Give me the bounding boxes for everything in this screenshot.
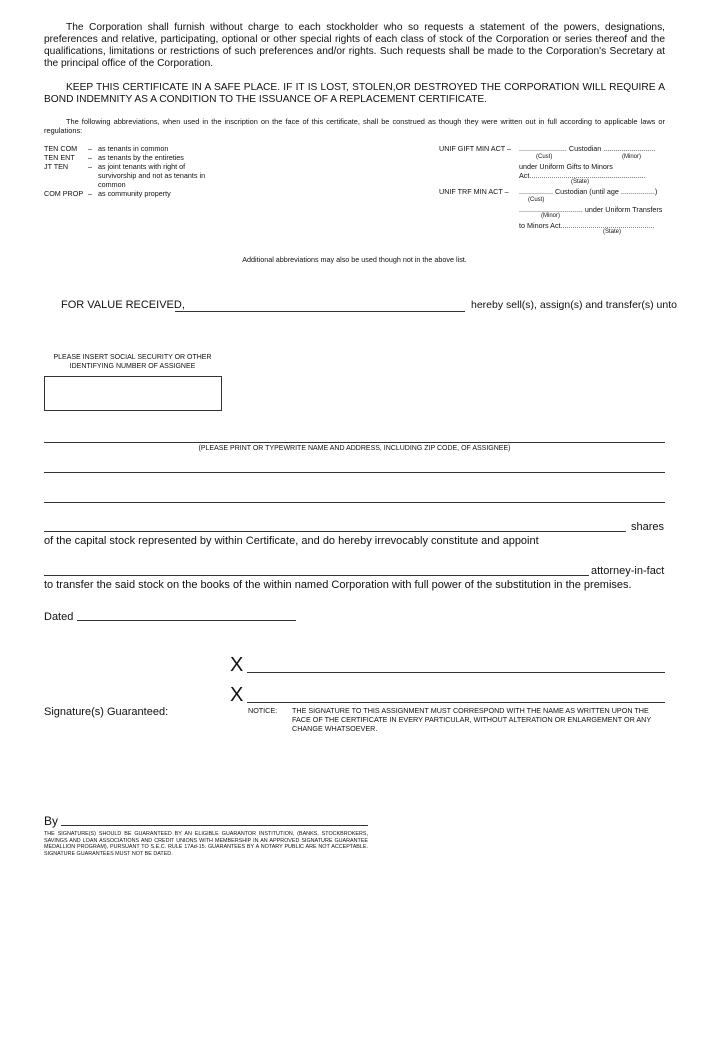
abbr-jt-ten	[44, 162, 213, 189]
abbreviations-left	[44, 144, 213, 198]
assignee-address-line-2[interactable]	[44, 502, 665, 503]
abbr-trf-line3: to Minors Act...............................................	[519, 221, 655, 230]
abbr-value: as joint tenants with right of survivorship and not as tenants in common	[98, 162, 206, 189]
abbr-dash: –	[88, 144, 92, 153]
guarantee-requirement-note: THE SIGNATURE(S) SHOULD BE GUARANTEED BY AN ELIGIBLE GUARANTOR INSTITUTION, (BANKS, STOCKBROKERS, SAVINGS AND LOAN ASSOCIATIONS AND CREDIT UNIONS WITH MEMBERSHIP IN AN APPROVED SIGNATURE GUARANTEE MEDALLION PROGRAM), PURSUANT TO S.E.C. RULE 17Ad-15. GUARANTEES BY A NOTARY PUBLIC ARE NOT ACCEPTABLE. SIGNATURE GUARANTEES MUST NOT BE DATED.	[44, 831, 368, 857]
abbr-trf-cust: (Cust)	[528, 197, 545, 203]
abbr-value: as tenants by the entireties	[98, 153, 184, 162]
abbr-com-prop	[44, 189, 213, 198]
signature-x-mark-1: X	[230, 654, 244, 676]
shares-count-line[interactable]	[44, 531, 626, 532]
intro-paragraph-abbreviations: The following abbreviations, when used in the inscription on the face of this certificate, shall be construed as though they were written out in full according to applicable laws or regulations:	[44, 117, 665, 135]
abbr-key: JT TEN	[44, 162, 69, 171]
dated-label: Dated	[44, 611, 74, 623]
abbr-key: TEN ENT	[44, 153, 75, 162]
abbr-gift-minor: (Minor)	[622, 154, 641, 160]
abbr-trf-line2: ................................ under Uniform Transfers	[519, 205, 663, 214]
abbr-key: TEN COM	[44, 144, 78, 153]
intro-paragraph-keep-safe: KEEP THIS CERTIFICATE IN A SAFE PLACE. IF IT IS LOST, STOLEN,OR DESTROYED THE CORPORATION WILL REQUIRE A BOND INDEMNITY AS A CONDITION TO THE ISSUANCE OF A REPLACEMENT CERTIFICATE.	[44, 82, 665, 105]
abbr-gift-cust: (Cust)	[536, 154, 553, 160]
ssn-label: PLEASE INSERT SOCIAL SECURITY OR OTHER IDENTIFYING NUMBER OF ASSIGNEE	[53, 354, 212, 370]
by-label: By	[44, 814, 59, 828]
abbr-trf-state: (State)	[603, 229, 622, 235]
for-value-received-label: FOR VALUE RECEIVED,	[61, 299, 185, 311]
assignor-name-line[interactable]	[175, 311, 465, 312]
shares-label: shares	[631, 521, 665, 533]
abbr-trf-line1: ................. Custodian (until age .................)	[519, 187, 658, 196]
abbr-key: COM PROP	[44, 189, 84, 198]
assignee-name-line[interactable]	[44, 442, 665, 443]
signature-guaranteed-label: Signature(s) Guaranteed:	[44, 706, 169, 718]
signature-line-1[interactable]	[247, 672, 665, 673]
abbr-value: as tenants in common	[98, 144, 169, 153]
hereby-transfer-label: hereby sell(s), assign(s) and transfer(s) unto	[471, 299, 677, 311]
assignee-address-line-1[interactable]	[44, 472, 665, 473]
abbr-ten-ent	[44, 153, 213, 162]
abbr-gift-line1: ........................ Custodian ..........................	[519, 144, 656, 153]
abbr-dash: –	[88, 153, 92, 162]
abbr-unif-gift-key: UNIF GIFT MIN ACT –	[439, 144, 512, 153]
ssn-input-box[interactable]	[44, 376, 222, 411]
abbr-dash: –	[88, 162, 92, 171]
guarantor-signature-line[interactable]	[61, 825, 368, 826]
notice-text: THE SIGNATURE TO THIS ASSIGNMENT MUST CORRESPOND WITH THE NAME AS WRITTEN UPON THE FACE OF THE CERTIFICATE IN EVERY PARTICULAR, WITHOUT ALTERATION OR ENLARGEMENT OR ANY CHANGE WHATSOEVER.	[292, 706, 652, 733]
transfer-stock-text: to transfer the said stock on the books of the within named Corporation with full power of the substitution in the premises.	[44, 579, 632, 591]
attorney-name-line[interactable]	[44, 575, 589, 576]
intro-paragraph-rights: The Corporation shall furnish without charge to each stockholder who so requests a statement of the powers, designations, preferences and relative, participating, optional or other special rights of each class of stock of the Corporation or series thereof and the qualifications, limitations or restrictions of such preferences and/or rights. Such requests shall be made to the Corporation's Secretary at the principal office of the Corporation.	[44, 22, 665, 69]
abbr-gift-line3: Act..........................................................	[519, 171, 646, 180]
abbr-gift-state: (State)	[571, 179, 590, 185]
abbr-dash: –	[88, 189, 92, 198]
abbr-gift-line2: under Uniform Gifts to Minors	[519, 162, 613, 171]
dated-line[interactable]	[77, 620, 296, 621]
attorney-in-fact-label: attorney-in-fact	[591, 565, 665, 577]
notice-label: NOTICE:	[248, 706, 278, 715]
signature-x-mark-2: X	[230, 684, 244, 706]
name-address-caption: (PLEASE PRINT OR TYPEWRITE NAME AND ADDRESS, INCLUDING ZIP CODE, OF ASSIGNEE)	[198, 445, 511, 452]
abbr-value: as community property	[98, 189, 171, 198]
signature-line-2[interactable]	[247, 702, 665, 703]
abbr-ten-com	[44, 144, 213, 153]
abbr-unif-trf-key: UNIF TRF MIN ACT –	[439, 187, 509, 196]
additional-abbreviations-note: Additional abbreviations may also be used though not in the above list.	[242, 255, 467, 264]
capital-stock-text: of the capital stock represented by within Certificate, and do hereby irrevocably constitute and appoint	[44, 535, 539, 547]
abbr-trf-minor: (Minor)	[541, 213, 560, 219]
